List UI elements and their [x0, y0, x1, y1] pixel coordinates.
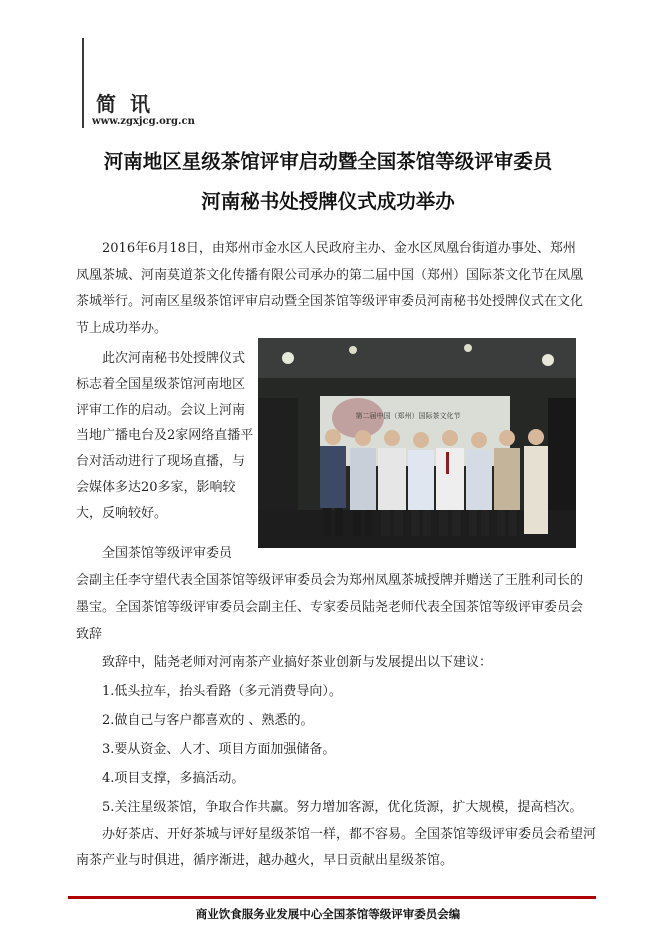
ceremony-photo	[258, 338, 576, 548]
paragraph-launch: 此次河南秘书处授牌仪式标志着全国星级茶馆河南地区评审工作的启动。会议上河南当地广播电台及2家网络直播平台对活动进行了现场直播，与会媒体多达20多家，影响较大，反响较好。	[76, 351, 254, 521]
paragraph-award-start: 全国茶馆等级评审委员	[102, 546, 233, 561]
banner-text: 第二届中国（郑州）国际茶文化节	[355, 412, 461, 420]
footer-rule	[68, 896, 596, 899]
list-item: 3.要从资金、人才、项目方面加强储备。	[102, 742, 336, 757]
suggestions-list	[76, 648, 596, 874]
list-item: 4.项目支撑，多搞活动。	[102, 771, 245, 786]
header-vertical-rule	[82, 38, 84, 128]
paragraph-intro: 2016年6月18日，由郑州市金水区人民政府主办、金水区凤凰台街道办事处、郑州凤凰茶城、河南莫道茶文化传播有限公司承办的第二届中国（郑州）国际茶文化节在凤凰茶城举行。河南区星级茶馆评审启动暨全国茶馆等级评审委员河南秘书处授牌仪式在文化节上成功举办。	[76, 241, 584, 336]
article-title-line-1: 河南地区星级茶馆评审启动暨全国茶馆等级评审委员	[103, 150, 553, 173]
list-item: 2.做自己与客户都喜欢的 、熟悉的。	[102, 713, 314, 728]
list-item: 致辞中，陆尧老师对河南茶产业搞好茶业创新与发展提出以下建议：	[102, 655, 493, 670]
footer-publisher: 商业饮食服务业发展中心全国茶馆等级评审委员会编	[195, 907, 461, 921]
paragraph-award	[76, 540, 588, 648]
list-item: 5.关注星级茶馆，争取合作共赢。努力增加客源，优化货源，扩大规模，提高档次。	[102, 800, 583, 815]
list-item: 1.低头拉车，抬头看路（多元消费导向）。	[102, 684, 342, 699]
site-url: www.zgxjcg.org.cn	[92, 116, 195, 127]
section-brand-title: 简讯	[96, 92, 164, 116]
paragraph-award-rest: 会副主任李守望代表全国茶馆等级评审委员会为郑州凤凰茶城授牌并赠送了王胜利司长的墨宝。全国茶馆等级评审委员会副主任、专家委员陆尧老师代表全国茶馆等级评审委员会致辞	[76, 573, 584, 642]
list-item: 办好茶店、开好茶城与评好星级茶馆一样，都不容易。全国茶馆等级评审委员会希望河南茶产业与时俱进，循序渐进，越办越火，早日贡献出星级茶馆。	[76, 827, 597, 868]
article-title-line-2: 河南秘书处授牌仪式成功举办	[201, 190, 455, 213]
